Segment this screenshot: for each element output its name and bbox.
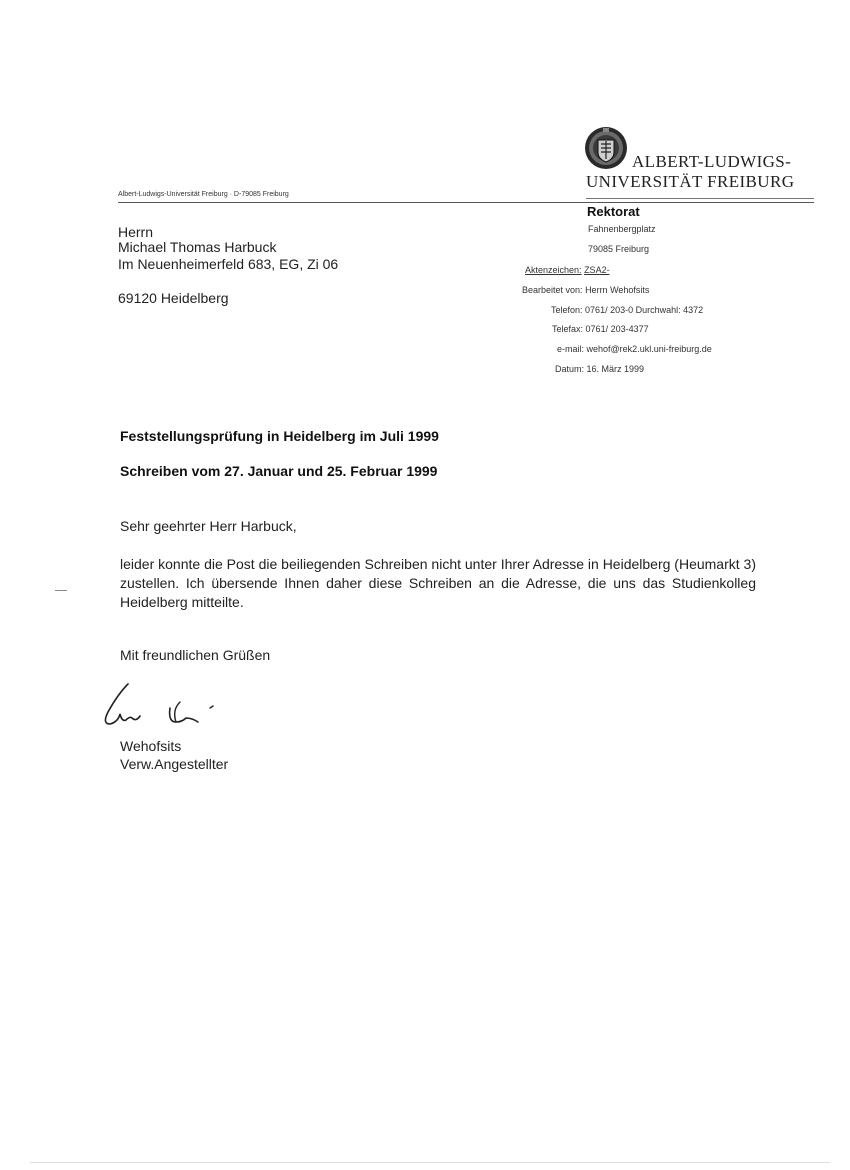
signer-title: Verw.Angestellter bbox=[120, 756, 229, 772]
telefax-row bbox=[552, 324, 649, 334]
fold-mark bbox=[55, 590, 67, 591]
bearbeitet-row bbox=[522, 285, 649, 295]
scan-edge bbox=[30, 1162, 830, 1163]
subject-line-2: Schreiben vom 27. Januar und 25. Februar 1999 bbox=[120, 463, 438, 479]
recipient-salutation: Herrn bbox=[118, 224, 154, 240]
bearbeitet-label: Bearbeitet von: bbox=[522, 285, 583, 295]
telefon-label: Telefon: bbox=[551, 305, 583, 315]
telefax-value: 0761/ 203-4377 bbox=[585, 324, 649, 334]
bearbeitet-value: Herrn Wehofsits bbox=[585, 285, 650, 295]
datum-value: 16. März 1999 bbox=[586, 364, 645, 374]
aktenzeichen-label: Aktenzeichen: bbox=[525, 265, 582, 275]
closing-formula: Mit freundlichen Grüßen bbox=[120, 647, 271, 663]
datum-label: Datum: bbox=[555, 364, 585, 374]
datum-row bbox=[555, 364, 644, 374]
university-name-line2: UNIVERSITÄT FREIBURG bbox=[586, 172, 795, 191]
signer-name: Wehofsits bbox=[120, 738, 182, 754]
department-city: 79085 Freiburg bbox=[588, 244, 650, 254]
aktenzeichen-value: ZSA2- bbox=[584, 265, 610, 275]
body-paragraph: leider konnte die Post die beiliegenden Schreiben nicht unter Ihrer Adresse in Heidelberg (Heumarkt 3) zustellen. Ich übersende Ihnen daher diese Schreiben an die Adresse, die uns das Studienkolleg Heidelberg mitteilte. bbox=[120, 556, 756, 610]
aktenzeichen-row bbox=[525, 265, 610, 275]
header-divider bbox=[118, 202, 814, 203]
telefax-label: Telefax: bbox=[552, 324, 584, 334]
greeting: Sehr geehrter Herr Harbuck, bbox=[120, 518, 297, 534]
recipient-city: 69120 Heidelberg bbox=[118, 290, 229, 306]
department-title: Rektorat bbox=[587, 204, 640, 219]
recipient-name: Michael Thomas Harbuck bbox=[118, 239, 277, 255]
recipient-street: Im Neuenheimerfeld 683, EG, Zi 06 bbox=[118, 256, 339, 272]
subject-line-1: Feststellungsprüfung in Heidelberg im Juli 1999 bbox=[120, 428, 439, 444]
email-row bbox=[557, 344, 712, 354]
telefon-row bbox=[551, 305, 703, 315]
email-label: e-mail: bbox=[557, 344, 585, 354]
return-address: Albert-Ludwigs-Universität Freiburg · D-79085 Freiburg bbox=[118, 191, 289, 198]
department-street: Fahnenbergplatz bbox=[588, 224, 656, 234]
email-value: wehof@rek2.ukl.uni-freiburg.de bbox=[586, 344, 712, 354]
university-name-line1: ALBERT-LUDWIGS- bbox=[632, 152, 792, 171]
university-name bbox=[586, 152, 794, 192]
telefon-value: 0761/ 203-0 Durchwahl: 4372 bbox=[585, 305, 704, 315]
letterhead-rule bbox=[586, 198, 814, 199]
